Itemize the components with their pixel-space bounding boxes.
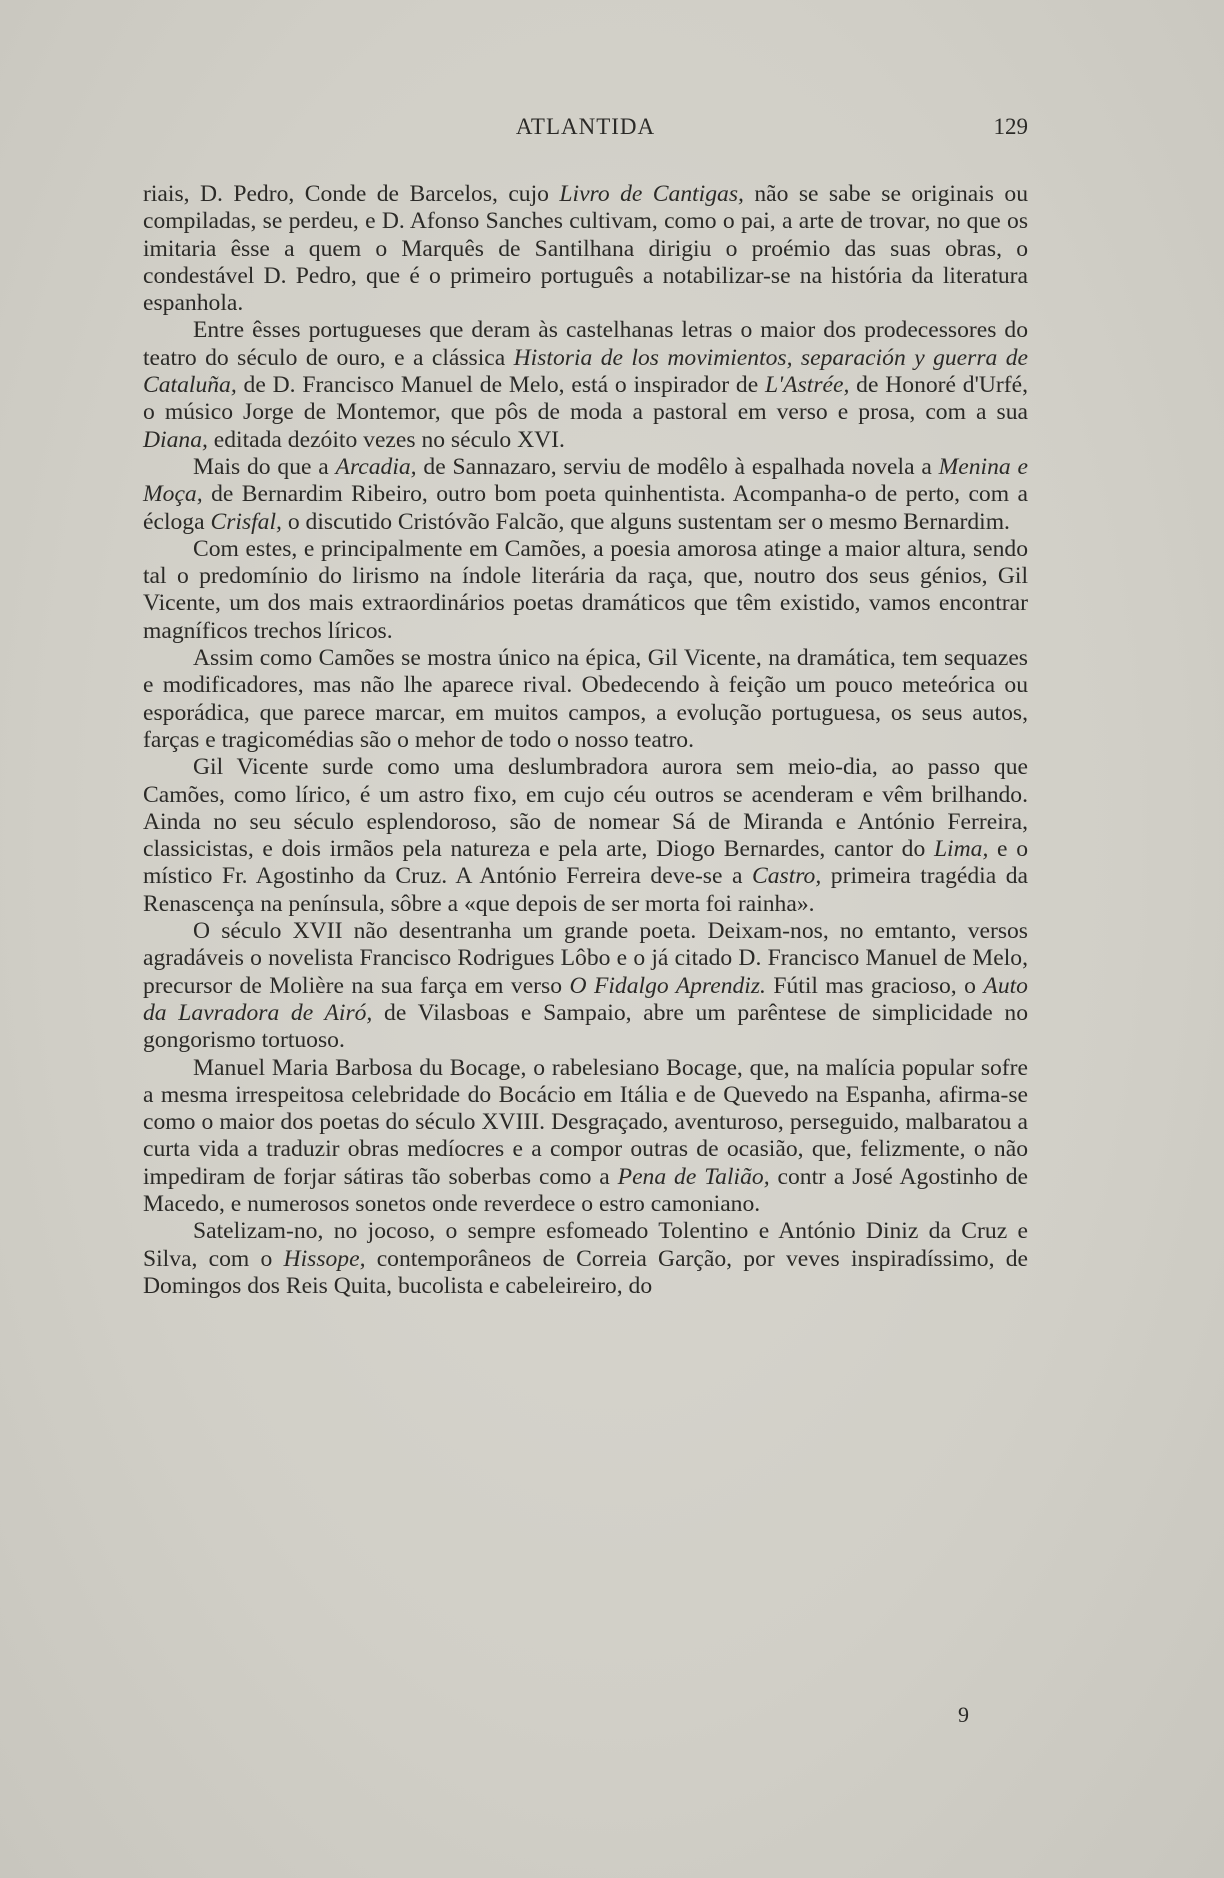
italic-title: Hissope,	[283, 1245, 366, 1272]
text-run: Satelizam-no, no jocoso, o sempre esfomeado Tolentino e António Diniz da Cruz e Silva, com o	[143, 1218, 1028, 1272]
text-run: e o místico Fr. Agostinho da Cruz. A António Ferreira deve-se a	[143, 836, 1028, 890]
text-run: Entre êsses portugueses que deram às castelhanas letras o maior dos prodecessores do teatro do século de ouro, e a clássica	[143, 317, 1028, 371]
text-run: Com estes, e principalmente em Camões, a poesia amorosa atinge a maior altura, sendo tal o predomínio do lirismo na índole literária da raça, que, noutro dos seus génios, Gil Vicente, um dos mais extraordinários poetas dramáticos que têm existido, vamos encontrar magníficos trechos líricos.	[143, 535, 1028, 644]
italic-title: Lima,	[933, 836, 989, 863]
paragraph	[143, 181, 1028, 317]
italic-title: Diana,	[143, 426, 208, 453]
paragraph	[143, 317, 1028, 453]
text-run: contr a José Agostinho de Macedo, e numerosos sonetos onde reverdece o estro camoniano.	[143, 1163, 1028, 1217]
italic-title: L'Astrée,	[765, 372, 850, 399]
italic-title: Historia de los movimientos, separación y guerra de Cataluña,	[143, 344, 1028, 399]
italic-title: Livro de Cantigas,	[559, 181, 744, 207]
text-run: o discutido Cristóvão Falcão, que alguns sustentam ser o mesmo Bernardim.	[281, 508, 1010, 535]
italic-title: Auto da Lavradora de Airó,	[143, 972, 1028, 1026]
italic-title: Arcadia,	[335, 453, 417, 480]
italic-title: Crisfal,	[210, 508, 282, 535]
paragraph	[143, 645, 1028, 754]
body-text	[143, 181, 1028, 1300]
running-title: ATLANTIDA	[515, 114, 656, 139]
italic-title: Pena de Talião,	[617, 1163, 770, 1190]
italic-title: Castro,	[751, 863, 822, 890]
paragraph	[143, 1218, 1028, 1300]
text-run: primeira tragédia da Renascença na península, sôbre a «que depois de ser morta foi rainha».	[143, 863, 1028, 917]
text-run: Mais do que a	[193, 453, 336, 480]
running-head	[143, 114, 1028, 148]
paragraph	[143, 536, 1028, 645]
text-run: de D. Francisco Manuel de Melo, está o inspirador de	[236, 372, 766, 399]
text-run: de Bernardim Ribeiro, outro bom poeta quinhentista. Acompanha-o de perto, com a écloga	[143, 481, 1028, 535]
signature-mark: 9	[958, 1702, 969, 1727]
text-run: Fútil mas gracioso, o	[765, 972, 984, 999]
text-run: não se sabe se originais ou compiladas, se perdeu, e D. Afonso Sanches cultivam, como o pai, a arte de trovar, no que os imitaria êsse a quem o Marquês de Santilhana dirigiu o proémio das suas obras, o condestável D. Pedro, que é o primeiro português a notabilizar-se na história da literatura espanhola.	[143, 181, 1028, 317]
text-run: de Sannazaro, serviu de modêlo à espalhada novela a	[416, 453, 939, 480]
paragraph	[143, 454, 1028, 536]
text-run: Gil Vicente surde como uma deslumbradora aurora sem meio-dia, ao passo que Camões, como lírico, é um astro fixo, em cujo céu outros se acenderam e vêm brilhando. Ainda no seu século esplendoroso, são de nomear Sá de Miranda e António Ferreira, classicistas, e dois irmãos pela natureza e pela arte, Diogo Bernardes, cantor do	[143, 754, 1028, 863]
paragraph	[143, 918, 1028, 1054]
text-run: editada dezóito vezes no século XVI.	[207, 426, 565, 453]
italic-title: O Fidalgo Aprendiz.	[569, 972, 766, 999]
paragraph	[143, 1055, 1028, 1219]
italic-title: Menina e Moça,	[143, 453, 1028, 508]
text-run: Manuel Maria Barbosa du Bocage, o rabelesiano Bocage, que, na malícia popular sofre a mesma irrespeitosa celebridade do Bocácio em Itália e de Quevedo na Espanha, afirma-se como o maior dos poetas do século XVIII. Desgraçado, aventuroso, perseguido, malbaratou a curta vida a traduzir obras medíocres e a compor outras de ocasião, que, felizmente, o não impediram de forjar sátiras tão soberbas como a	[143, 1054, 1028, 1190]
text-run: riais, D. Pedro, Conde de Barcelos, cujo	[143, 181, 560, 207]
text-run: de Vilasboas e Sampaio, abre um parêntese de simplicidade no gongorismo tortuoso.	[143, 999, 1028, 1054]
text-run: de Honoré d'Urfé, o músico Jorge de Montemor, que pôs de moda a pastoral em verso e prosa, com a sua	[143, 372, 1028, 426]
text-run: contemporâneos de Correia Garção, por veves inspiradíssimo, de Domingos dos Reis Quita, bucolista e cabeleireiro, do	[143, 1245, 1029, 1299]
paragraph	[143, 754, 1028, 918]
page-number: 129	[993, 114, 1028, 139]
text-run: O século XVII não desentranha um grande poeta. Deixam-nos, no emtanto, versos agradáveis o novelista Francisco Rodrigues Lôbo e o já citado D. Francisco Manuel de Melo, precursor de Molière na sua farça em verso	[143, 918, 1028, 999]
text-run: Assim como Camões se mostra único na épica, Gil Vicente, na dramática, tem sequazes e modificadores, mas não lhe aparece rival. Obedecendo à feição um pouco meteórica ou esporádica, que parece marcar, em muitos campos, a evolução portuguesa, os seus autos, farças e tragicomédias são o mehor de todo o nosso teatro.	[143, 645, 1028, 753]
